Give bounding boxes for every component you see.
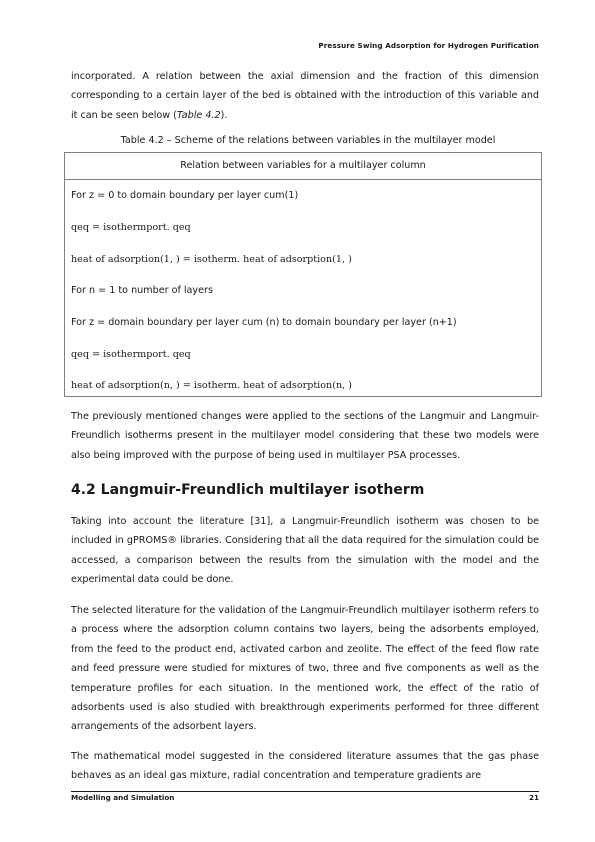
running-header: Pressure Swing Adsorption for Hydrogen Purification <box>318 41 539 50</box>
intro-text: incorporated. A relation between the axial dimension and the fraction of this dimension corresponding to a certain layer of the bed is obtained with the introduction of this variable and it can be seen below ( <box>71 71 539 121</box>
table-row-4: For n = 1 to number of layers <box>71 285 213 296</box>
model-paragraph: The mathematical model suggested in the considered literature assumes that the gas phase behaves as an ideal gas mixture, radial concentration and temperature gradients are <box>71 751 539 782</box>
page-number: 21 <box>528 793 539 802</box>
table-row-6: qeq = isothermport. qeq <box>71 349 191 360</box>
table-row-1: For z = 0 to domain boundary per layer cum(1) <box>71 190 299 201</box>
table-row-2: qeq = isothermport. qeq <box>71 222 191 233</box>
table-header: Relation between variables for a multilayer column <box>65 153 541 180</box>
section-heading: 4.2 Langmuir-Freundlich multilayer isotherm <box>71 482 425 498</box>
intro-tail: ). <box>220 109 228 121</box>
footer-chapter: Modelling and Simulation <box>71 793 175 802</box>
table-row-7: heat of adsorption(n, ) = isotherm. heat of adsorption(n, ) <box>71 380 352 391</box>
table-row-3: heat of adsorption(1, ) = isotherm. heat of adsorption(1, ) <box>71 254 352 265</box>
footer-rule <box>71 791 539 792</box>
relations-table <box>64 152 542 397</box>
validation-paragraph: The selected literature for the validation of the Langmuir-Freundlich multilayer isotherm refers to a process where the adsorption column contains two layers, being the adsorbents employed, from the feed to the product end, activated carbon and zeolite. The effect of the feed flow rate and feed pressure were studied for mixtures of two, three and five components as well as the temperature profiles for each situation. In the mentioned work, the effect of the ratio of adsorbents used is also studied with breakthrough experiments performed for three different arrangements of the adsorbent layers. <box>71 605 539 733</box>
table-row-5: For z = domain boundary per layer cum (n) to domain boundary per layer (n+1) <box>71 317 457 328</box>
table-caption: Table 4.2 – Scheme of the relations between variables in the multilayer model <box>120 135 496 146</box>
changes-paragraph: The previously mentioned changes were applied to the sections of the Langmuir and Langmuir-Freundlich isotherms present in the multilayer model considering that these two models were also being improved with the purpose of being used in multilayer PSA processes. <box>71 411 539 461</box>
table-reference: Table 4.2 <box>176 109 221 121</box>
literature-paragraph: Taking into account the literature [31], a Langmuir-Freundlich isotherm was chosen to be included in gPROMS® libraries. Considering that all the data required for the simulation could be accessed, a comparison between the results from the simulation with the model and the experimental data could be done. <box>71 516 539 586</box>
intro-paragraph <box>71 67 539 125</box>
